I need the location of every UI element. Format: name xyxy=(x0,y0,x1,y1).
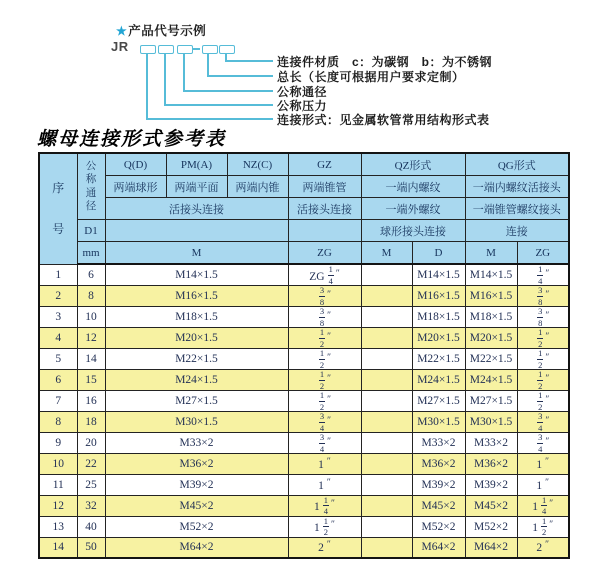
code-box-5 xyxy=(219,45,235,54)
table-row xyxy=(39,370,569,391)
cell-m: M39×2 xyxy=(105,474,288,495)
cell-qz-m xyxy=(361,370,412,391)
table-title: 螺母连接形式参考表 xyxy=(37,129,227,150)
cell-qz-m xyxy=(361,391,412,412)
cell-qg-zg: 1 ″ xyxy=(517,454,569,475)
inch-mark: ″ xyxy=(327,289,332,300)
leader-line xyxy=(164,53,166,105)
cell-m: M14×1.5 xyxy=(105,264,288,286)
fraction: $\frac{1}{2}$ xyxy=(319,369,325,391)
cell-qg-m: M27×1.5 xyxy=(465,391,517,412)
inch-mark: ″ xyxy=(326,540,331,551)
cell-qg-zg xyxy=(517,307,569,328)
cell-qz-d: M14×1.5 xyxy=(412,264,465,286)
inch-mark: ″ xyxy=(545,268,550,279)
cell-qg-m: M18×1.5 xyxy=(465,307,517,328)
table-row xyxy=(39,349,569,370)
table-row xyxy=(39,516,569,537)
cell-serial: 8 xyxy=(39,412,77,433)
leader-line xyxy=(146,118,273,120)
fraction: $\frac{3}{4}$ xyxy=(538,432,543,454)
leader-line xyxy=(183,53,185,91)
fraction: $\frac{3}{8}$ xyxy=(538,306,543,328)
cell-serial: 13 xyxy=(39,516,77,537)
cell-serial: 10 xyxy=(39,454,77,475)
cell-gz-zg: ZG $\frac{1}{4}$ ″ xyxy=(288,264,361,286)
leader-line xyxy=(183,90,273,92)
table-row xyxy=(39,474,569,495)
header-qg-connection: 连接 xyxy=(465,220,569,242)
cell-qg-zg xyxy=(517,391,569,412)
cell-qz-d: M64×2 xyxy=(412,537,465,558)
header-sub-qz-2: 一端外螺纹 xyxy=(361,198,465,220)
header-unit-qg-m: M xyxy=(465,242,517,265)
cell-qz-m xyxy=(361,433,412,454)
header-sub-nz: 两端内锥 xyxy=(227,176,288,198)
cell-qg-zg xyxy=(517,370,569,391)
cell-serial: 2 xyxy=(39,286,77,307)
cell-gz-zg: 1 ″ xyxy=(288,454,361,475)
header-sub-gz: 两端锥管 xyxy=(288,176,361,198)
cell-qz-m xyxy=(361,495,412,516)
cell-m: M64×2 xyxy=(105,537,288,558)
cell-dn: 18 xyxy=(77,412,105,433)
cell-m: M36×2 xyxy=(105,454,288,475)
cell-m: M45×2 xyxy=(105,495,288,516)
cell-m: M27×1.5 xyxy=(105,391,288,412)
cell-gz-zg xyxy=(288,328,361,349)
cell-qg-zg: 1 $\frac{1}{2}$ ″ xyxy=(517,516,569,537)
fraction: $\frac{1}{2}$ xyxy=(323,516,329,538)
inch-mark: ″ xyxy=(545,310,550,321)
cell-dn: 12 xyxy=(77,328,105,349)
cell-m: M22×1.5 xyxy=(105,349,288,370)
fraction: $\frac{1}{2}$ xyxy=(538,369,543,391)
cell-m: M18×1.5 xyxy=(105,307,288,328)
inch-mark: ″ xyxy=(545,373,550,384)
header-union-left: 活接头连接 xyxy=(105,198,288,220)
inch-mark: ″ xyxy=(331,520,335,531)
header-unit-qz-m: M xyxy=(361,242,412,265)
inch-mark: ″ xyxy=(545,289,550,300)
cell-qg-m: M39×2 xyxy=(465,474,517,495)
cell-qg-m: M52×2 xyxy=(465,516,517,537)
cell-qz-m xyxy=(361,474,412,495)
cell-qg-m: M20×1.5 xyxy=(465,328,517,349)
header-sub-qg-2: 一端锥管螺纹接头 xyxy=(465,198,569,220)
cell-serial: 7 xyxy=(39,391,77,412)
header-col-pm: PM(A) xyxy=(166,153,227,176)
leader-line xyxy=(146,53,148,119)
inch-mark: ″ xyxy=(327,352,332,363)
header-nominal-diameter: 公称通径 xyxy=(77,153,105,220)
inch-mark: ″ xyxy=(545,331,550,342)
cell-qz-d: M27×1.5 xyxy=(412,391,465,412)
cell-qz-m xyxy=(361,349,412,370)
cell-qz-d: M16×1.5 xyxy=(412,286,465,307)
cell-gz-zg xyxy=(288,307,361,328)
fraction: $\frac{1}{4}$ xyxy=(323,495,329,517)
fraction: $\frac{3}{8}$ xyxy=(538,285,543,307)
cell-qz-d: M30×1.5 xyxy=(412,412,465,433)
cell-dn: 8 xyxy=(77,286,105,307)
cell-qz-m xyxy=(361,537,412,558)
cell-qg-zg xyxy=(517,433,569,454)
code-box-4 xyxy=(202,45,218,54)
inch-mark: ″ xyxy=(545,415,550,426)
cell-m: M30×1.5 xyxy=(105,412,288,433)
header-d1: D1 xyxy=(77,220,105,242)
cell-serial: 9 xyxy=(39,433,77,454)
cell-qg-zg xyxy=(517,349,569,370)
cell-dn: 22 xyxy=(77,454,105,475)
header-col-qg: QG形式 xyxy=(465,153,569,176)
header-col-nz: NZ(C) xyxy=(227,153,288,176)
cell-dn: 10 xyxy=(77,307,105,328)
table-row xyxy=(39,495,569,516)
inch-mark: ″ xyxy=(327,394,332,405)
cell-gz-zg xyxy=(288,412,361,433)
fraction: $\frac{1}{2}$ xyxy=(538,327,543,349)
cell-m: M33×2 xyxy=(105,433,288,454)
header-unit-mm: mm xyxy=(77,242,105,265)
inch-mark: ″ xyxy=(545,456,550,467)
inch-mark: ″ xyxy=(545,436,550,447)
cell-dn: 32 xyxy=(77,495,105,516)
cell-m: M20×1.5 xyxy=(105,328,288,349)
table-row xyxy=(39,286,569,307)
inch-mark: ″ xyxy=(327,310,332,321)
table-header xyxy=(39,153,569,264)
header-col-gz: GZ xyxy=(288,153,361,176)
leader-line xyxy=(207,75,273,77)
header-col-q: Q(D) xyxy=(105,153,166,176)
cell-m: M52×2 xyxy=(105,516,288,537)
code-box-3 xyxy=(177,45,193,54)
cell-dn: 14 xyxy=(77,349,105,370)
cell-dn: 20 xyxy=(77,433,105,454)
cell-gz-zg: 1 ″ xyxy=(288,474,361,495)
code-box-2 xyxy=(158,45,174,54)
label-connector-material: 连接件材质 c：为碳钢 b：为不锈钢 xyxy=(277,55,493,69)
leader-line xyxy=(164,104,273,106)
cell-qz-d: M22×1.5 xyxy=(412,349,465,370)
fraction: $\frac{1}{2}$ xyxy=(538,348,543,370)
inch-mark: ″ xyxy=(335,268,340,279)
diagram-title-text: 产品代号示例 xyxy=(128,24,207,38)
fraction: $\frac{1}{2}$ xyxy=(319,348,325,370)
inch-mark: ″ xyxy=(327,436,332,447)
fraction: $\frac{3}{8}$ xyxy=(319,306,325,328)
table-row xyxy=(39,412,569,433)
label-nominal-pressure: 公称压力 xyxy=(277,99,328,113)
inch-mark: ″ xyxy=(549,499,554,510)
cell-qz-m xyxy=(361,412,412,433)
cell-qz-d: M24×1.5 xyxy=(412,370,465,391)
cell-qg-zg: 2 ″ xyxy=(517,537,569,558)
cell-qg-m: M22×1.5 xyxy=(465,349,517,370)
cell-gz-zg xyxy=(288,433,361,454)
table-row xyxy=(39,454,569,475)
cell-dn: 15 xyxy=(77,370,105,391)
fraction: $\frac{1}{2}$ xyxy=(542,516,547,538)
cell-dn: 16 xyxy=(77,391,105,412)
cell-qz-d: M39×2 xyxy=(412,474,465,495)
inch-mark: ″ xyxy=(326,456,331,467)
header-unit-zg-gz: ZG xyxy=(288,242,361,265)
header-serial: 序号 xyxy=(39,153,77,264)
label-nominal-diameter: 公称通径 xyxy=(277,85,328,99)
cell-serial: 3 xyxy=(39,307,77,328)
fraction: $\frac{1}{2}$ xyxy=(319,390,325,412)
inch-mark: ″ xyxy=(545,540,550,551)
cell-dn: 50 xyxy=(77,537,105,558)
header-blank-gz xyxy=(288,220,361,242)
label-total-length: 总长（长度可根据用户要求定制） xyxy=(277,70,465,84)
header-sub-q: 两端球形 xyxy=(105,176,166,198)
cell-serial: 6 xyxy=(39,370,77,391)
cell-m: M16×1.5 xyxy=(105,286,288,307)
fraction: $\frac{1}{4}$ xyxy=(538,264,543,286)
header-unit-qg-zg: ZG xyxy=(517,242,569,265)
product-code-prefix: JR xyxy=(111,39,129,54)
fraction: $\frac{3}{8}$ xyxy=(319,285,325,307)
cell-qg-zg xyxy=(517,286,569,307)
diagram-title xyxy=(116,21,206,39)
table-row xyxy=(39,264,569,286)
table-row xyxy=(39,391,569,412)
cell-qz-d: M36×2 xyxy=(412,454,465,475)
fraction: $\frac{1}{2}$ xyxy=(319,327,325,349)
header-sub-qz-1: 一端内螺纹 xyxy=(361,176,465,198)
cell-qg-zg: 1 ″ xyxy=(517,474,569,495)
cell-gz-zg xyxy=(288,349,361,370)
inch-mark: ″ xyxy=(331,499,335,510)
cell-gz-zg xyxy=(288,286,361,307)
fraction: $\frac{3}{4}$ xyxy=(319,432,325,454)
cell-gz-zg: 1 $\frac{1}{4}$ ″ xyxy=(288,495,361,516)
inch-mark: ″ xyxy=(327,331,332,342)
cell-qg-zg: 1 $\frac{1}{4}$ ″ xyxy=(517,495,569,516)
cell-serial: 1 xyxy=(39,264,77,286)
label-connection-form: 连接形式：见金属软管常用结构形式表 xyxy=(277,113,490,127)
cell-dn: 6 xyxy=(77,264,105,286)
nut-connection-table xyxy=(38,152,570,559)
cell-qg-zg xyxy=(517,264,569,286)
cell-serial: 12 xyxy=(39,495,77,516)
table-row xyxy=(39,433,569,454)
header-blank-left xyxy=(105,220,288,242)
cell-gz-zg xyxy=(288,391,361,412)
star-icon: ★ xyxy=(116,24,128,38)
inch-mark: ″ xyxy=(327,415,332,426)
cell-qg-m: M30×1.5 xyxy=(465,412,517,433)
table-row xyxy=(39,328,569,349)
inch-mark: ″ xyxy=(545,477,550,488)
cell-serial: 4 xyxy=(39,328,77,349)
inch-mark: ″ xyxy=(327,373,332,384)
cell-qg-m: M45×2 xyxy=(465,495,517,516)
fraction: $\frac{3}{4}$ xyxy=(538,411,543,433)
cell-qg-m: M64×2 xyxy=(465,537,517,558)
inch-mark: ″ xyxy=(545,352,550,363)
header-union-gz: 活接头连接 xyxy=(288,198,361,220)
cell-serial: 5 xyxy=(39,349,77,370)
cell-gz-zg: 1 $\frac{1}{2}$ ″ xyxy=(288,516,361,537)
inch-mark: ″ xyxy=(545,394,550,405)
fraction: $\frac{1}{4}$ xyxy=(328,264,333,286)
header-sub-qg-1: 一端内螺纹活接头 xyxy=(465,176,569,198)
inch-mark: ″ xyxy=(326,477,331,488)
table-row xyxy=(39,537,569,558)
leader-line xyxy=(225,60,273,62)
cell-qg-m: M16×1.5 xyxy=(465,286,517,307)
header-qz-connection: 球形接头连接 xyxy=(361,220,465,242)
cell-qz-m xyxy=(361,454,412,475)
cell-qz-d: M18×1.5 xyxy=(412,307,465,328)
cell-qz-d: M20×1.5 xyxy=(412,328,465,349)
cell-qg-m: M24×1.5 xyxy=(465,370,517,391)
cell-dn: 25 xyxy=(77,474,105,495)
cell-qz-d: M33×2 xyxy=(412,433,465,454)
cell-gz-zg xyxy=(288,370,361,391)
code-box-1 xyxy=(140,45,156,54)
cell-qg-zg xyxy=(517,328,569,349)
inch-mark: ″ xyxy=(549,520,554,531)
cell-dn: 40 xyxy=(77,516,105,537)
header-col-qz: QZ形式 xyxy=(361,153,465,176)
cell-m: M24×1.5 xyxy=(105,370,288,391)
fraction: $\frac{1}{2}$ xyxy=(538,390,543,412)
leader-line xyxy=(207,53,209,76)
header-unit-qz-d: D xyxy=(412,242,465,265)
cell-qz-m xyxy=(361,286,412,307)
fraction: $\frac{1}{4}$ xyxy=(542,495,547,517)
cell-serial: 11 xyxy=(39,474,77,495)
table-row xyxy=(39,307,569,328)
cell-gz-zg: 2 ″ xyxy=(288,537,361,558)
table-body xyxy=(39,264,569,558)
cell-qz-d: M45×2 xyxy=(412,495,465,516)
cell-qg-zg xyxy=(517,412,569,433)
cell-qg-m: M36×2 xyxy=(465,454,517,475)
cell-qz-m xyxy=(361,264,412,286)
cell-qz-d: M52×2 xyxy=(412,516,465,537)
cell-qz-m xyxy=(361,516,412,537)
fraction: $\frac{3}{4}$ xyxy=(319,411,325,433)
code-separator-dash xyxy=(193,48,200,50)
header-sub-pm: 两端平面 xyxy=(166,176,227,198)
cell-qz-m xyxy=(361,328,412,349)
cell-qg-m: M14×1.5 xyxy=(465,264,517,286)
cell-serial: 14 xyxy=(39,537,77,558)
header-unit-m-left: M xyxy=(105,242,288,265)
cell-qg-m: M33×2 xyxy=(465,433,517,454)
cell-qz-m xyxy=(361,307,412,328)
